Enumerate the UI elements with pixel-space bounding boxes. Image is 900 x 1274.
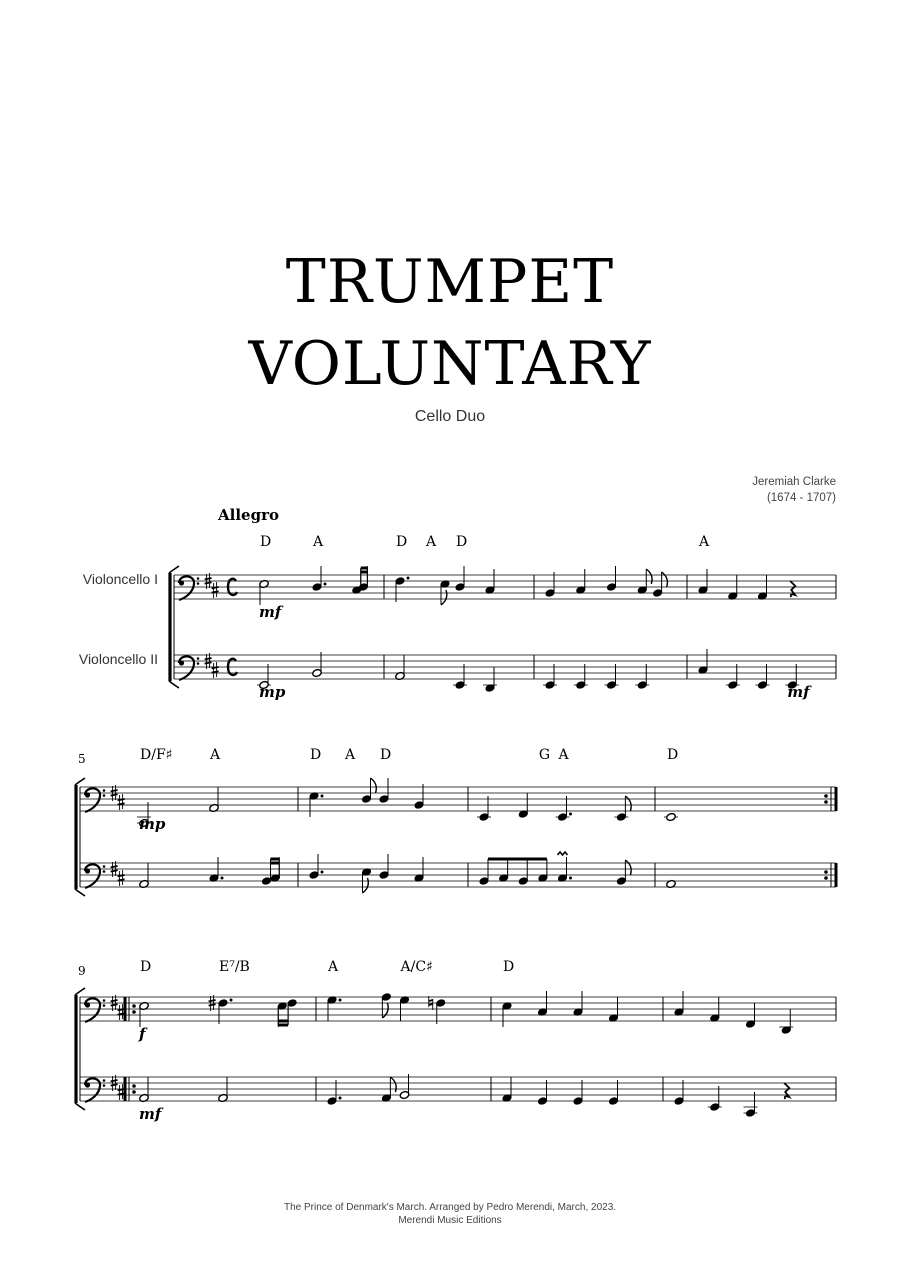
bass-clef-dot-icon	[103, 1079, 106, 1082]
chord-symbol: A	[328, 959, 339, 975]
repeat-dot-icon	[824, 794, 828, 798]
chord-symbol: D	[456, 534, 468, 550]
bass-clef-icon	[85, 1078, 100, 1102]
sharp-icon	[118, 870, 125, 886]
sharp-stroke	[111, 1000, 118, 1001]
eighth-flag-icon	[625, 796, 631, 811]
natural-stroke	[429, 1000, 433, 1001]
bass-clef-dot-icon	[85, 1002, 90, 1007]
sharp-stroke	[111, 790, 118, 791]
bracket-hook-bottom	[75, 889, 85, 896]
bass-clef-dot-icon	[197, 662, 200, 665]
chord-symbol: D	[503, 959, 515, 975]
bass-clef-dot-icon	[85, 868, 90, 873]
chord-symbol: G	[538, 747, 551, 763]
bracket-hook-bottom	[169, 681, 179, 688]
sharp-stroke	[111, 866, 118, 867]
chord-symbol: A	[313, 534, 324, 550]
sharp-stroke	[118, 879, 125, 880]
eighth-flag-icon	[363, 878, 369, 893]
bass-clef-dot-icon	[179, 660, 184, 665]
augmentation-dot-icon	[321, 871, 324, 874]
chord-symbol: A/C♯	[400, 959, 433, 975]
repeat-dot-icon	[132, 1090, 136, 1094]
footer-publisher: Merendi Music Editions	[398, 1215, 502, 1226]
bass-clef-dot-icon	[197, 582, 200, 585]
sharp-stroke	[111, 794, 118, 795]
chord-symbol: D	[396, 534, 408, 550]
chord-symbol: D	[310, 747, 322, 763]
augmentation-dot-icon	[324, 583, 327, 586]
dynamic-marking: mf	[787, 683, 810, 701]
bass-clef-icon	[85, 998, 100, 1022]
bass-clef-dot-icon	[103, 870, 106, 873]
mordent-icon	[558, 852, 568, 855]
augmentation-dot-icon	[221, 877, 224, 880]
bass-clef-dot-icon	[85, 792, 90, 797]
quarter-rest-icon	[784, 1083, 789, 1099]
bracket-hook-top	[75, 988, 85, 995]
composer-dates: (1674 - 1707)	[766, 492, 836, 504]
chord-symbol: D/F♯	[140, 747, 173, 763]
bass-clef-dot-icon	[85, 1082, 90, 1087]
sharp-stroke	[209, 1004, 216, 1005]
sharp-stroke	[205, 662, 212, 663]
repeat-dot-icon	[824, 876, 828, 880]
bass-clef-icon	[85, 788, 100, 812]
bass-clef-dot-icon	[197, 657, 200, 660]
bass-clef-dot-icon	[103, 999, 106, 1002]
repeat-dot-icon	[132, 1004, 136, 1008]
bracket-hook-top	[75, 778, 85, 785]
sharp-stroke	[118, 803, 125, 804]
sharp-stroke	[212, 591, 219, 592]
bass-clef-dot-icon	[103, 789, 106, 792]
augmentation-dot-icon	[321, 795, 324, 798]
measure-number-5: 5	[78, 752, 86, 766]
augmentation-dot-icon	[339, 999, 342, 1002]
dynamic-marking: mp	[259, 683, 286, 701]
eighth-flag-icon	[441, 590, 447, 605]
chord-symbol: A	[345, 747, 356, 763]
measure-number-9: 9	[78, 964, 86, 978]
sharp-stroke	[111, 870, 118, 871]
natural-stroke	[429, 1004, 433, 1005]
eighth-flag-icon	[646, 569, 652, 584]
chord-symbol: D	[260, 534, 272, 550]
dynamic-marking: mf	[139, 1105, 162, 1123]
chord-symbol: A	[699, 534, 710, 550]
augmentation-dot-icon	[569, 877, 572, 880]
eighth-flag-icon	[662, 572, 668, 587]
sharp-stroke	[205, 578, 212, 579]
augmentation-dot-icon	[569, 813, 572, 816]
dynamic-marking: mp	[139, 815, 166, 833]
sharp-stroke	[205, 582, 212, 583]
repeat-dot-icon	[824, 870, 828, 874]
bass-clef-dot-icon	[103, 1084, 106, 1087]
subtitle: Cello Duo	[414, 408, 486, 425]
sharp-stroke	[205, 658, 212, 659]
bass-clef-icon	[179, 656, 194, 680]
bass-clef-dot-icon	[197, 577, 200, 580]
chord-symbol: A	[210, 747, 221, 763]
eighth-flag-icon	[390, 1077, 396, 1092]
bass-clef-dot-icon	[103, 1004, 106, 1007]
repeat-dot-icon	[132, 1084, 136, 1088]
sharp-stroke	[209, 1000, 216, 1001]
bass-clef-icon	[179, 576, 194, 600]
notation-layer	[75, 534, 836, 1123]
bass-clef-dot-icon	[103, 794, 106, 797]
eighth-flag-icon	[625, 860, 631, 875]
augmentation-dot-icon	[339, 1097, 342, 1100]
chord-symbol: A	[558, 747, 569, 763]
eighth-flag-icon	[371, 778, 377, 793]
sharp-icon	[212, 662, 219, 678]
bass-clef-icon	[85, 864, 100, 888]
bracket-hook-top	[169, 566, 179, 573]
footer-credit: The Prince of Denmark's March. Arranged by Pedro Merendi, March, 2023.	[283, 1202, 617, 1213]
sharp-icon	[212, 582, 219, 598]
chord-symbol: D	[140, 959, 152, 975]
chord-symbol: A	[426, 534, 437, 550]
sharp-stroke	[111, 1080, 118, 1081]
title-line-2: VOLUNTARY	[248, 329, 652, 399]
sharp-stroke	[111, 1084, 118, 1085]
tempo-marking: Allegro	[218, 506, 279, 524]
sharp-icon	[118, 794, 125, 810]
bass-clef-dot-icon	[103, 865, 106, 868]
instrument-label-cello-2: Violoncello II	[78, 651, 158, 667]
chord-symbol: D	[380, 747, 392, 763]
augmentation-dot-icon	[230, 999, 233, 1002]
composer-name: Jeremiah Clarke	[752, 476, 836, 488]
chord-symbol: E⁷/B	[219, 959, 250, 975]
dynamic-marking: mf	[259, 603, 282, 621]
title-line-1: TRUMPET	[285, 247, 615, 317]
note-head	[666, 812, 676, 821]
augmentation-dot-icon	[407, 577, 410, 580]
repeat-dot-icon	[132, 1010, 136, 1014]
bass-clef-dot-icon	[179, 580, 184, 585]
sharp-stroke	[212, 671, 219, 672]
dynamic-marking: f	[139, 1025, 146, 1043]
bracket-hook-bottom	[75, 1103, 85, 1110]
quarter-rest-icon	[790, 581, 795, 597]
instrument-label-cello-1: Violoncello I	[82, 571, 158, 587]
chord-symbol: D	[667, 747, 679, 763]
repeat-dot-icon	[824, 800, 828, 804]
eighth-flag-icon	[382, 1003, 388, 1018]
sharp-stroke	[111, 1004, 118, 1005]
